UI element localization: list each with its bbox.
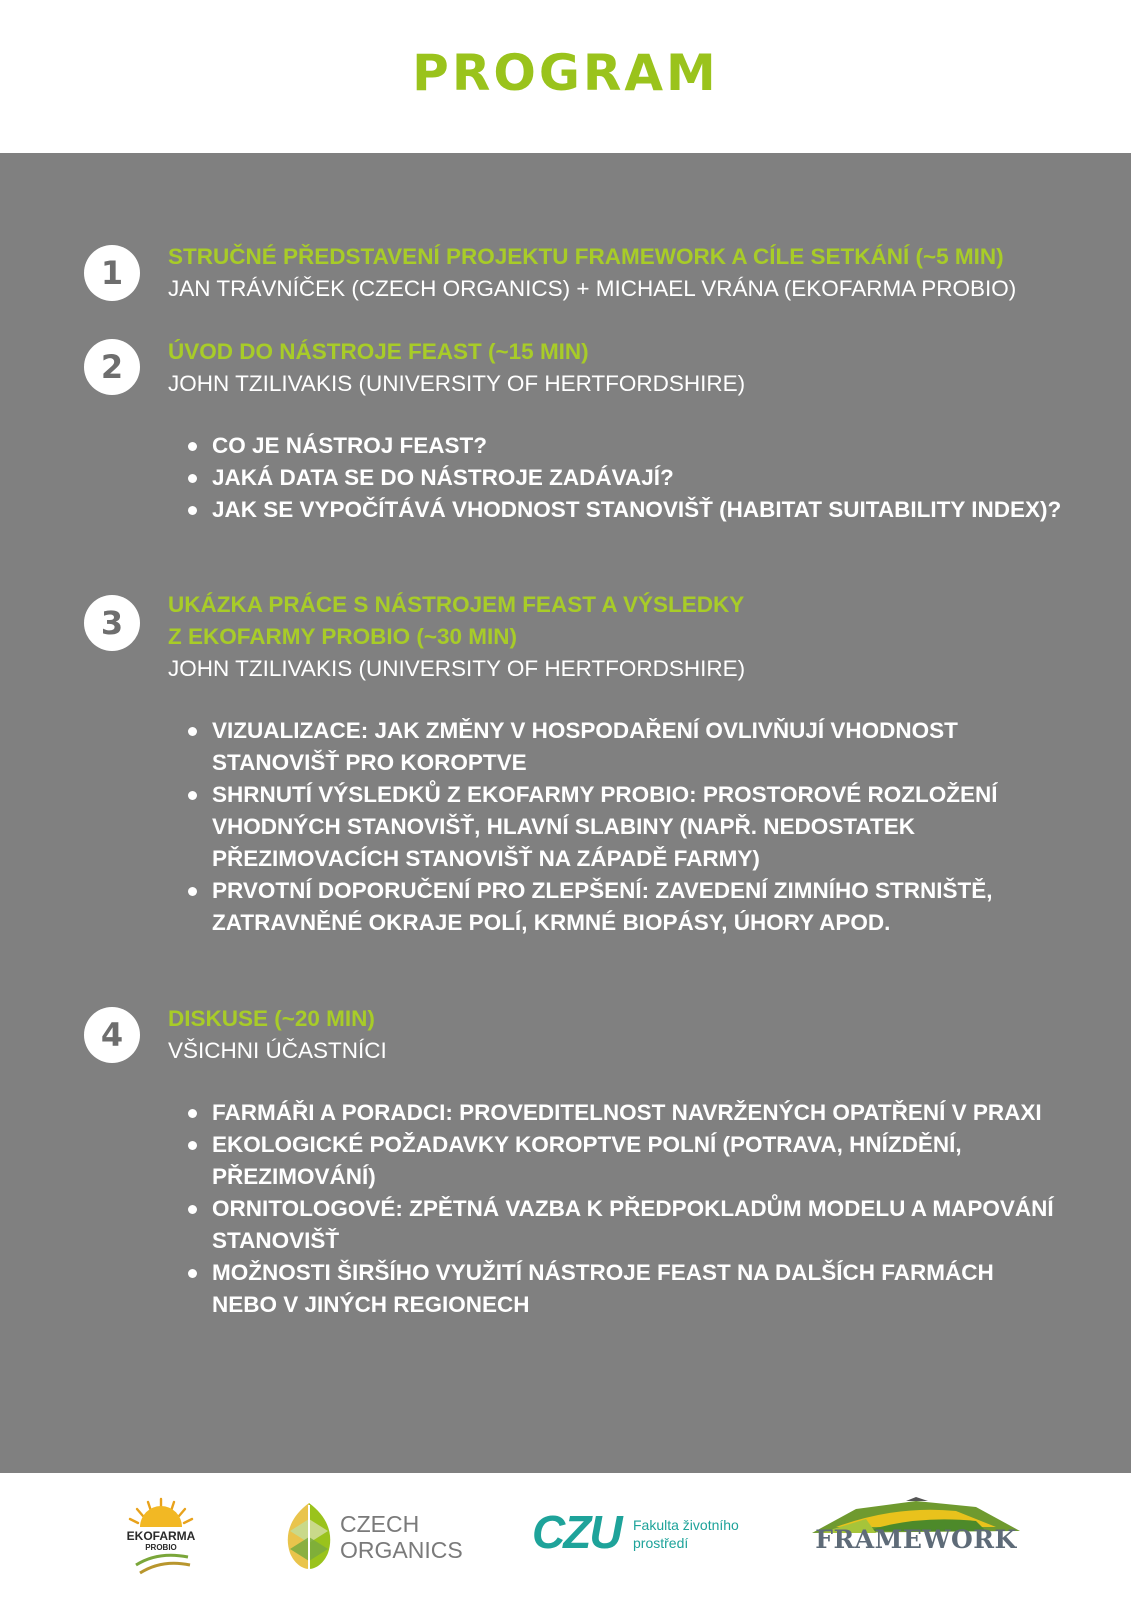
list-item: EKOLOGICKÉ POŽADAVKY KOROPTVE POLNÍ (POTRAVA, HNÍZDĚNÍ, PŘEZIMOVÁNÍ) (184, 1129, 1064, 1193)
czech-organics-logo (282, 1497, 462, 1577)
item-speakers: VŠICHNI ÚČASTNÍCI (168, 1038, 387, 1063)
framework-logo (806, 1497, 1026, 1567)
item-title: ÚVOD DO NÁSTROJE FEAST (~15 MIN) (168, 339, 589, 364)
organics-label: ORGANICS (340, 1537, 463, 1563)
faculty-name-line1: Fakulta životního (633, 1517, 739, 1533)
item-title: DISKUSE (~20 MIN) (168, 1006, 375, 1031)
topic-list (184, 430, 1064, 526)
item-title: STRUČNÉ PŘEDSTAVENÍ PROJEKTU FRAMEWORK A CÍLE SETKÁNÍ (~5 MIN) (168, 244, 1004, 269)
page-title: PROGRAM (412, 44, 719, 102)
partner-logos-footer (0, 1473, 1131, 1600)
item-speakers: JOHN TZILIVAKIS (UNIVERSITY OF HERTFORDSHIRE) (168, 371, 746, 396)
list-item: VIZUALIZACE: JAK ZMĚNY V HOSPODAŘENÍ OVLIVŇUJÍ VHODNOST STANOVIŠŤ PRO KOROPTVE (184, 715, 1064, 779)
list-item: MOŽNOSTI ŠIRŠÍHO VYUŽITÍ NÁSTROJE FEAST NA DALŠÍCH FARMÁCH NEBO V JINÝCH REGIONECH (184, 1257, 1064, 1321)
list-item: JAK SE VYPOČÍTÁVÁ VHODNOST STANOVIŠŤ (HABITAT SUITABILITY INDEX)? (184, 494, 1064, 526)
program-panel (0, 153, 1131, 1473)
item-title-continued: Z EKOFARMY PROBIO (~30 MIN) (168, 624, 518, 649)
list-item: JAKÁ DATA SE DO NÁSTROJE ZADÁVAJÍ? (184, 462, 1064, 494)
czu-mark: CZU (532, 1506, 621, 1558)
list-item: ORNITOLOGOVÉ: ZPĚTNÁ VAZBA K PŘEDPOKLADŮM MODELU A MAPOVÁNÍ STANOVIŠŤ (184, 1193, 1064, 1257)
probio-label: PROBIO (145, 1543, 177, 1552)
step-number-badge: 3 (84, 595, 140, 651)
step-number-badge: 2 (84, 339, 140, 395)
ekofarma-probio-logo (118, 1495, 204, 1579)
leaf-icon (282, 1501, 336, 1571)
list-item: SHRNUTÍ VÝSLEDKŮ Z EKOFARMY PROBIO: PROSTOROVÉ ROZLOŽENÍ VHODNÝCH STANOVIŠŤ, HLAVNÍ SLABINY (NAPŘ. NEDOSTATEK PŘEZIMOVACÍCH STANOVIŠŤ NA ZÁPADĚ FARMY) (184, 779, 1064, 875)
list-item: PRVOTNÍ DOPORUČENÍ PRO ZLEPŠENÍ: ZAVEDENÍ ZIMNÍHO STRNIŠTĚ, ZATRAVNĚNÉ OKRAJE POLÍ, KRMNÉ BIOPÁSY, ÚHORY APOD. (184, 875, 1064, 939)
ekofarma-label: EKOFARMA (126, 1529, 196, 1543)
item-speakers: JAN TRÁVNÍČEK (CZECH ORGANICS) + MICHAEL VRÁNA (EKOFARMA PROBIO) (168, 276, 1017, 301)
item-speakers: JOHN TZILIVAKIS (UNIVERSITY OF HERTFORDSHIRE) (168, 656, 746, 681)
step-number-badge: 4 (84, 1007, 140, 1063)
item-title: UKÁZKA PRÁCE S NÁSTROJEM FEAST A VÝSLEDKY (168, 592, 745, 617)
framework-label: FRAMEWORK (815, 1525, 1017, 1554)
topic-list (184, 1097, 1064, 1321)
czu-faculty-logo (532, 1503, 762, 1563)
topic-list (184, 715, 1064, 939)
czech-label: CZECH (340, 1511, 420, 1537)
list-item: CO JE NÁSTROJ FEAST? (184, 430, 1064, 462)
faculty-name-line2: prostředí (633, 1535, 689, 1551)
list-item: FARMÁŘI A PORADCI: PROVEDITELNOST NAVRŽENÝCH OPATŘENÍ V PRAXI (184, 1097, 1064, 1129)
step-number-badge: 1 (84, 245, 140, 301)
